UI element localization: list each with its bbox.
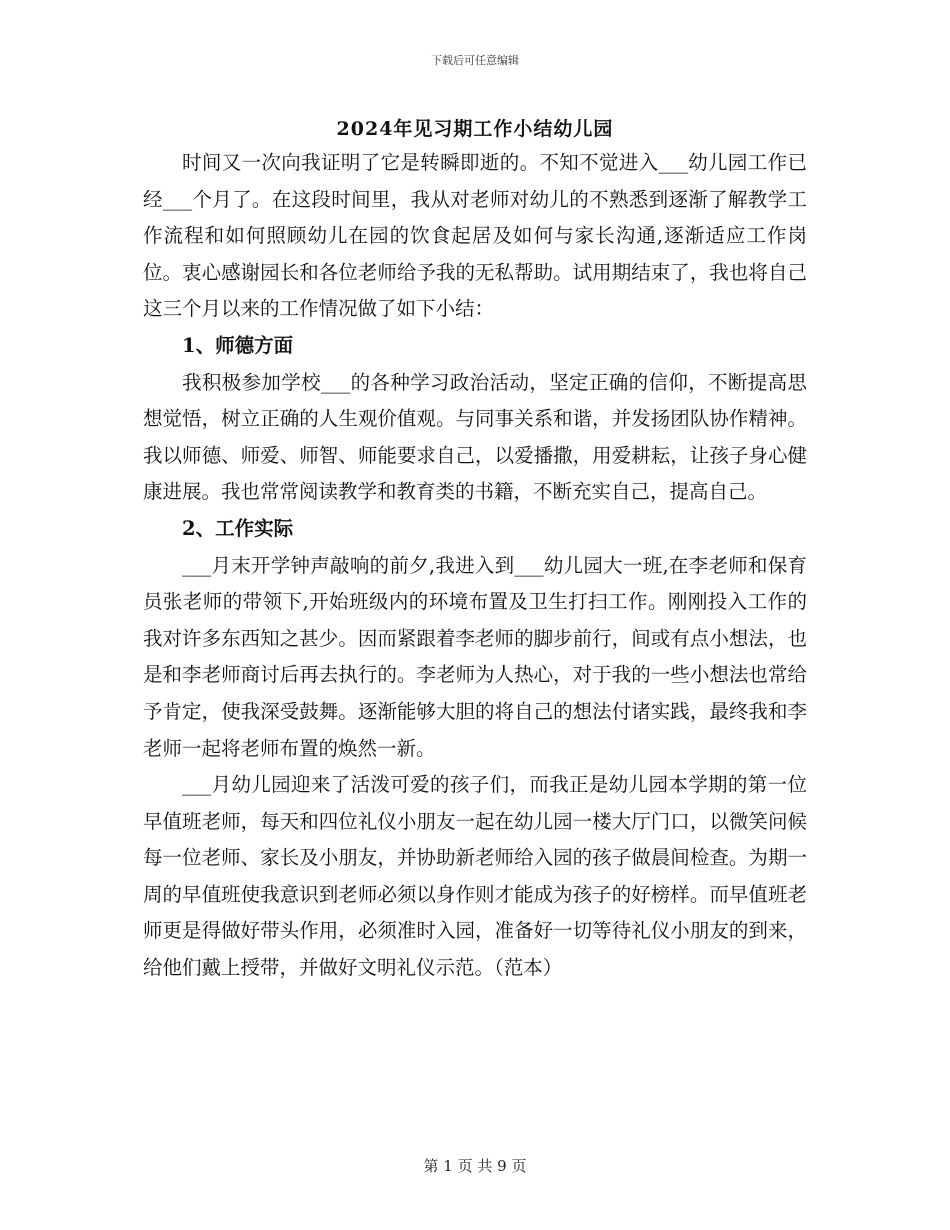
work-paragraph-1: ___月末开学钟声敲响的前夕,我进入到___幼儿园大一班,在李老师和保育员张老师的带领下,开始班级内的环境布置及卫生打扫工作。刚刚投入工作的我对许多东西知之甚少。因而紧跟着李老师的脚步前行，间或有点小想法，也是和李老师商讨后再去执行的。李老师为人热心，对于我的一些小想法也常给予肯定，使我深受鼓舞。逐渐能够大胆的将自己的想法付诸实践，最终我和李老师一起将老师布置的焕然一新。 [143,553,807,760]
document-title: 2024年见习期工作小结幼儿园 [336,118,614,140]
work-paragraph-2: ___月幼儿园迎来了活泼可爱的孩子们，而我正是幼儿园本学期的第一位早值班老师，每天和四位礼仪小朋友一起在幼儿园一楼大厅门口，以微笑问候每一位老师、家长及小朋友，并协助新老师给入园的孩子做晨间检查。为期一周的早值班使我意识到老师必须以身作则才能成为孩子的好榜样。而早值班老师更是得做好带头作用，必须准时入园，准备好一切等待礼仪小朋友的到来，给他们戴上授带，并做好文明礼仪示范。（范本） [143,773,807,980]
page-number-footer: 第 1 页 共 9 页 [423,1157,527,1175]
section-heading-work: 2、工作实际 [182,516,294,540]
ethics-paragraph: 我积极参加学校___的各种学习政治活动，坚定正确的信仰，不断提高思想觉悟，树立正确的人生观价值观。与同事关系和谐，并发扬团队协作精神。我以师德、师爱、师智、师能要求自己，以爱播撒，用爱耕耘，让孩子身心健康进展。我也常常阅读教学和教育类的书籍，不断充实自己，提高自己。 [143,370,807,504]
header-note: 下载后可任意编辑 [431,54,519,67]
document-body [143,145,807,987]
section-heading-ethics: 1、师德方面 [182,333,294,357]
intro-paragraph: 时间又一次向我证明了它是转瞬即逝的。不知不觉进入___幼儿园工作已经___个月了。在这段时间里，我从对老师对幼儿的不熟悉到逐渐了解教学工作流程和如何照顾幼儿在园的饮食起居及如何与家长沟通,逐渐适应工作岗位。衷心感谢园长和各位老师给予我的无私帮助。试用期结束了，我也将自己这三个月以来的工作情况做了如下小结： [143,151,807,321]
